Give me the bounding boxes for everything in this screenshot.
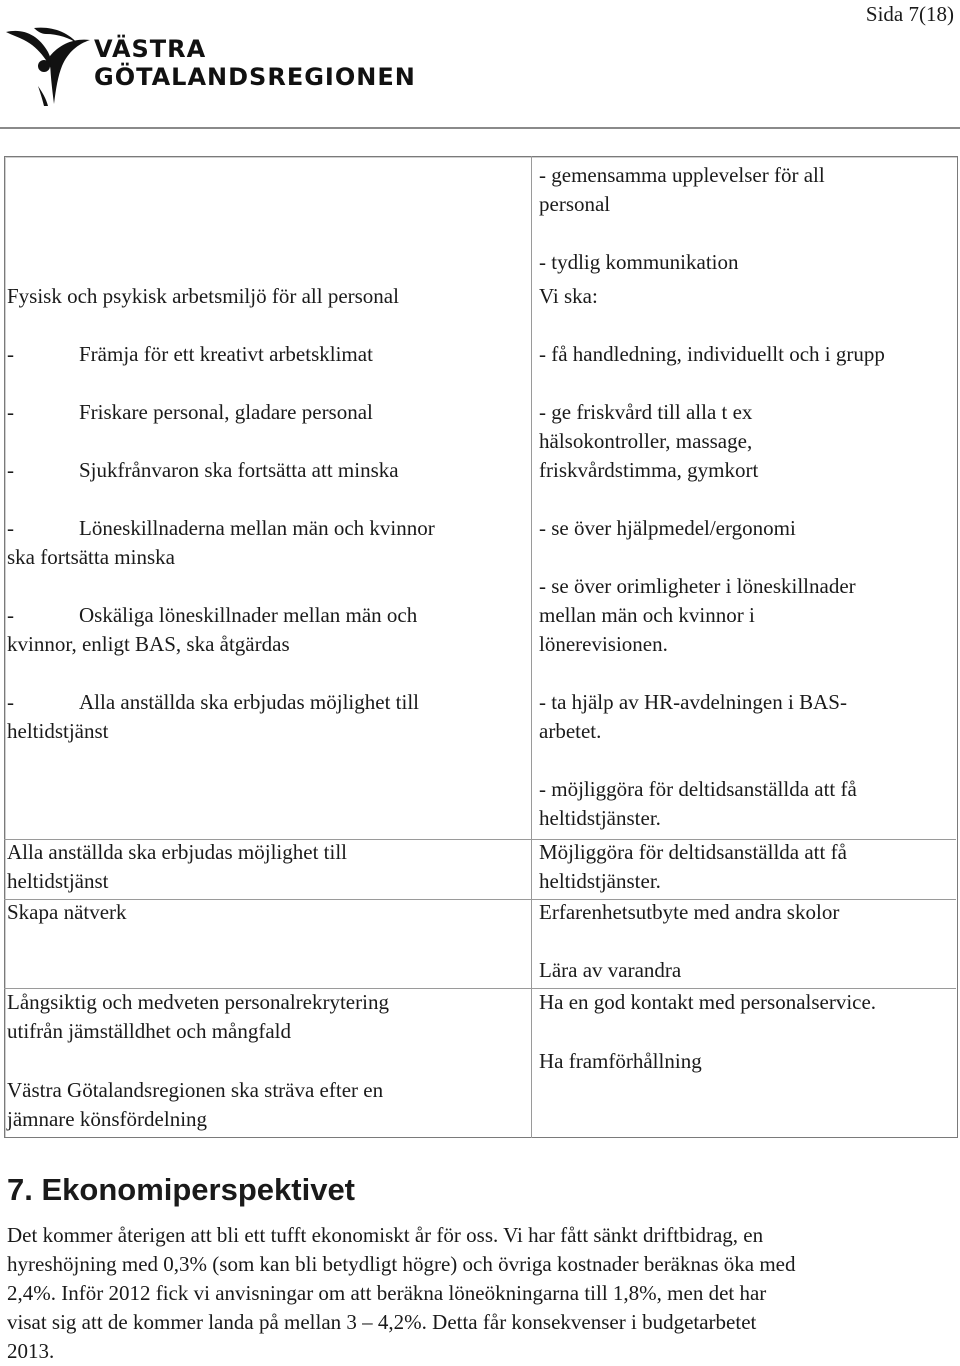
list-item: Friskare personal, gladare personal [79,400,373,424]
bullet-dash: - [7,400,14,424]
section-heading: 7. Ekonomiperspektivet [7,1172,356,1207]
body-text-line: visat sig att de kommer landa på mellan 3 – 4,2%. Detta får konsekvenser i budgetarbetet [7,1310,757,1334]
cell-text: - se över hjälpmedel/ergonomi [539,516,796,540]
list-item: Alla anställda ska erbjudas möjlighet till [79,690,420,714]
table-column-divider [531,156,532,1138]
cell-text: heltidstjänster. [539,869,661,893]
cell-text: Ha framförhållning [539,1049,702,1073]
cell-text: utifrån jämställdhet och mångfald [7,1019,291,1043]
cell-text: hälsokontroller, massage, [539,429,753,453]
cell-text: - tydlig kommunikation [539,250,739,274]
cell-text: - ta hjälp av HR-avdelningen i BAS- [539,690,847,714]
cell-heading: Vi ska: [539,284,598,308]
body-text-line: hyreshöjning med 0,3% (som kan bli betydligt högre) och övriga kostnader beräknas öka med [7,1252,796,1276]
body-text-line: 2013. [7,1339,55,1363]
cell-text: - ge friskvård till alla t ex [539,400,753,424]
list-item: Sjukfrånvaron ska fortsätta att minska [79,458,399,482]
list-item-continued: kvinnor, enligt BAS, ska åtgärdas [7,632,290,656]
logo-text-line1: VÄSTRA [94,35,207,63]
cell-text: heltidstjänster. [539,806,661,830]
bullet-dash: - [7,342,14,366]
cell-text: mellan män och kvinnor i [539,603,755,627]
cell-text: Långsiktig och medveten personalrekrytering [7,990,389,1014]
cell-text: - gemensamma upplevelser för all [539,163,825,187]
cell-text: jämnare könsfördelning [7,1107,208,1131]
cell-text: heltidstjänst [7,869,109,893]
cell-text: - få handledning, individuellt och i grupp [539,342,885,366]
vgr-logo [4,26,416,106]
bullet-dash: - [7,516,14,540]
cell-text: Skapa nätverk [7,900,127,924]
cell-text: friskvårdstimma, gymkort [539,458,759,482]
logo-mark-icon [4,26,90,106]
logo-text-line2: GÖTALANDSREGIONEN [94,63,416,91]
body-text-line: 2,4%. Inför 2012 fick vi anvisningar om att beräkna löneökningarna till 1,8%, men det har [7,1281,767,1305]
cell-text: - se över orimligheter i löneskillnader [539,574,856,598]
cell-text: personal [539,192,611,216]
list-item: Oskäliga löneskillnader mellan män och [79,603,418,627]
bullet-dash: - [7,603,14,627]
bullet-dash: - [7,458,14,482]
list-item-continued: ska fortsätta minska [7,545,175,569]
cell-text: Erfarenhetsutbyte med andra skolor [539,900,840,924]
cell-text: Alla anställda ska erbjudas möjlighet till [7,840,348,864]
list-item: Främja för ett kreativt arbetsklimat [79,342,373,366]
bullet-dash: - [7,690,14,714]
cell-text: Västra Götalandsregionen ska sträva efter en [7,1078,384,1102]
cell-text: - möjliggöra för deltidsanställda att få [539,777,857,801]
cell-text: Möjliggöra för deltidsanställda att få [539,840,847,864]
cell-text: arbetet. [539,719,602,743]
header-divider [0,127,960,129]
list-item: Löneskillnaderna mellan män och kvinnor [79,516,435,540]
cell-text: Lära av varandra [539,958,682,982]
cell-text: Ha en god kontakt med personalservice. [539,990,877,1014]
list-item-continued: heltidstjänst [7,719,109,743]
cell-heading: Fysisk och psykisk arbetsmiljö för all personal [7,284,399,308]
cell-text: lönerevisionen. [539,632,668,656]
body-text-line: Det kommer återigen att bli ett tufft ekonomiskt år för oss. Vi har fått sänkt driftbidrag, en [7,1223,764,1247]
page-number: Sida 7(18) [865,2,954,26]
